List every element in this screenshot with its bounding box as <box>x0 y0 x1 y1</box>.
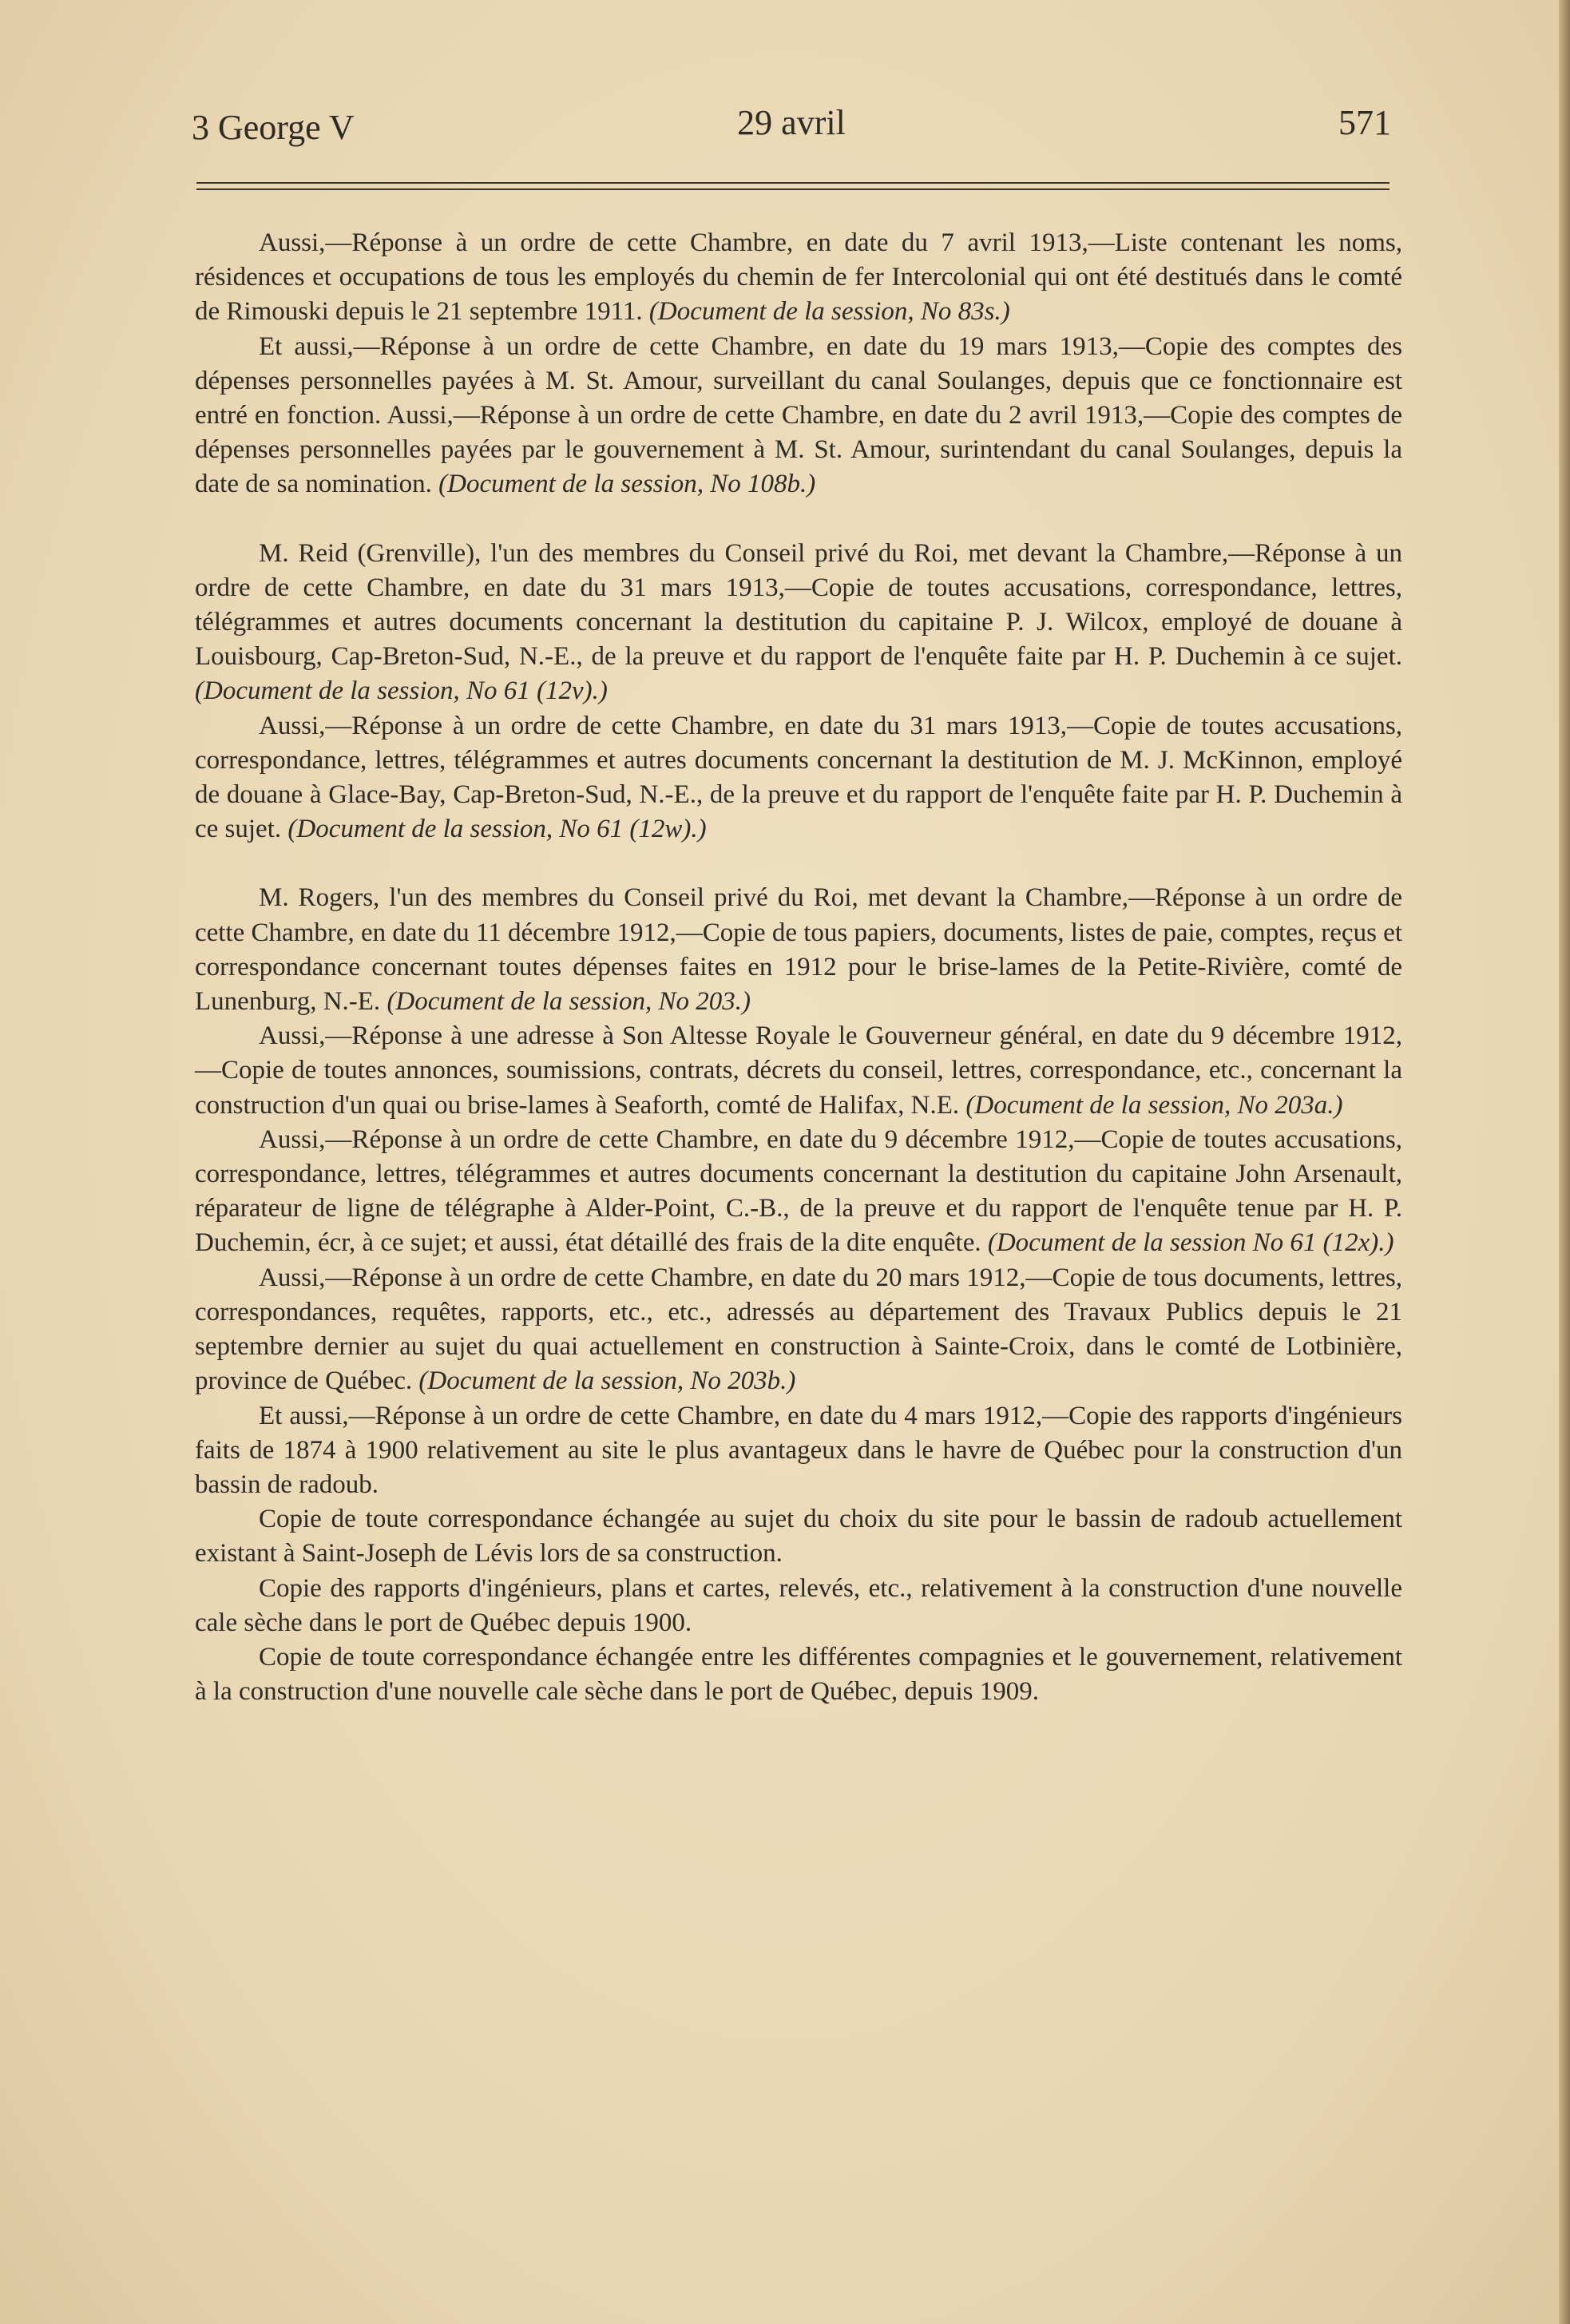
document-reference: (Document de la session, No 61 (12v).) <box>195 676 608 706</box>
header-date: 29 avril <box>737 103 846 142</box>
document-reference: (Document de la session, No 61 (12w).) <box>287 815 707 844</box>
document-reference: (Document de la session, No 203a.) <box>965 1090 1343 1120</box>
entry-paragraph <box>195 1572 1402 1640</box>
entry-text: Copie de toute correspondance échangée au sujet du choix du site pour le bassin de radoub actuellement existant à Saint-Joseph de Lévis lors de sa construction. <box>195 1505 1402 1569</box>
entry-text: Aussi,—Réponse à un ordre de cette Chambre, en date du 9 décembre 1912,—Copie de toutes accusations, correspondance, lettres, télégrammes et autres documents concernant la destitution du capitaine John Arsenault, réparateur de ligne de télégraphe à Alder-Point, C.-B., de la preuve et du rapport de l'enquête tenue par H. P. Duchemin, écr, à ce sujet; et aussi, état détaillé des frais de la dite enquête. <box>195 1124 1402 1258</box>
journal-body <box>195 226 1402 1709</box>
entry-text: M. Reid (Grenville), l'un des membres du Conseil privé du Roi, met devant la Chambre,—Réponse à un ordre de cette Chambre, en date du 31 mars 1913,—Copie de toutes accusations, correspondance, lettres, télégrammes et autres documents concernant la destitution du capitaine P. J. Wilcox, employé de douane à Louisbourg, Cap-Breton-Sud, N.-E., de la preuve et du rapport de l'enquête faite par H. P. Duchemin à ce sujet. <box>195 538 1402 672</box>
entry-paragraph <box>195 226 1402 330</box>
document-reference: (Document de la session, No 108b.) <box>438 470 816 499</box>
entry-paragraph <box>195 1640 1402 1709</box>
entry-paragraph <box>195 1399 1402 1503</box>
entry-paragraph <box>195 330 1402 502</box>
document-reference: (Document de la session No 61 (12x).) <box>987 1228 1394 1258</box>
document-reference: (Document de la session, No 83s.) <box>648 297 1010 327</box>
entry-text: Aussi,—Réponse à un ordre de cette Chambre, en date du 7 avril 1913,—Liste contenant les noms, résidences et occupations de tous les employés du chemin de fer Intercolonial qui ont été destitués dans le comté de Rimouski depuis le 21 septembre 1911. <box>195 228 1402 327</box>
entry-text: Et aussi,—Réponse à un ordre de cette Chambre, en date du 4 mars 1912,—Copie des rapports d'ingénieurs faits de 1874 à 1900 relativement au site le plus avantageux dans le havre de Québec pour la construction d'un bassin de radoub. <box>195 1401 1402 1499</box>
page-number: 571 <box>1338 103 1391 142</box>
page-edge <box>1559 0 1570 2324</box>
entry-paragraph <box>195 1502 1402 1571</box>
entry-text: Aussi,—Réponse à un ordre de cette Chambre, en date du 31 mars 1913,—Copie de toutes accusations, correspondance, lettres, télégrammes et autres documents concernant la destitution de M. J. McKinnon, employé de douane à Glace-Bay, Cap-Breton-Sud, N.-E., de la preuve et du rapport de l'enquête faite par H. P. Duchemin à ce sujet. <box>195 711 1402 844</box>
document-reference: (Document de la session, No 203.) <box>387 987 751 1017</box>
entry-text: Copie des rapports d'ingénieurs, plans et cartes, relevés, etc., relativement à la construction d'une nouvelle cale sèche dans le port de Québec depuis 1900. <box>195 1573 1402 1637</box>
entry-text: M. Rogers, l'un des membres du Conseil privé du Roi, met devant la Chambre,—Réponse à un ordre de cette Chambre, en date du 11 décembre 1912,—Copie de tous papiers, documents, listes de paie, comptes, reçus et correspondance concernant toutes dépenses faites en 1912 pour le brise-lames de la Petite-Rivière, comté de Lunenburg, N.-E. <box>195 883 1402 1017</box>
entry-text: Et aussi,—Réponse à un ordre de cette Chambre, en date du 19 mars 1913,—Copie des comptes des dépenses personnelles payées à M. St. Amour, surveillant du canal Soulanges, depuis que ce fonctionnaire est entré en fonction. Aussi,—Réponse à un ordre de cette Chambre, en date du 2 avril 1913,—Copie des comptes de dépenses personnelles payées par le gouvernement à M. St. Amour, surintendant du canal Soulanges, depuis la date de sa nomination. <box>195 331 1402 499</box>
header-regnal-year: 3 George V <box>192 108 355 147</box>
entry-paragraph <box>195 1261 1402 1399</box>
document-reference: (Document de la session, No 203b.) <box>418 1366 796 1396</box>
entry-paragraph <box>195 537 1402 709</box>
entry-paragraph <box>195 1123 1402 1261</box>
entry-paragraph <box>195 709 1402 847</box>
entry-paragraph <box>195 1019 1402 1123</box>
entry-text: Aussi,—Réponse à un ordre de cette Chambre, en date du 20 mars 1912,—Copie de tous documents, lettres, correspondances, requêtes, rapports, etc., etc., adressés au département des Travaux Publics depuis le 21 septembre dernier au sujet du quai actuellement en construction à Sainte-Croix, dans le comté de Lotbinière, province de Québec. <box>195 1263 1402 1396</box>
entry-paragraph <box>195 881 1402 1019</box>
entry-text: Aussi,—Réponse à une adresse à Son Altesse Royale le Gouverneur général, en date du 9 décembre 1912,—Copie de toutes annonces, soumissions, contrats, décrets du conseil, lettres, correspondance, etc., concernant la construction d'un quai ou brise-lames à Seaforth, comté de Halifax, N.E. <box>195 1021 1402 1120</box>
entry-text: Copie de toute correspondance échangée entre les différentes compagnies et le gouvernement, relativement à la construction d'une nouvelle cale sèche dans le port de Québec, depuis 1909. <box>195 1642 1402 1707</box>
header-double-rule <box>196 180 1390 192</box>
running-header <box>192 102 1391 150</box>
